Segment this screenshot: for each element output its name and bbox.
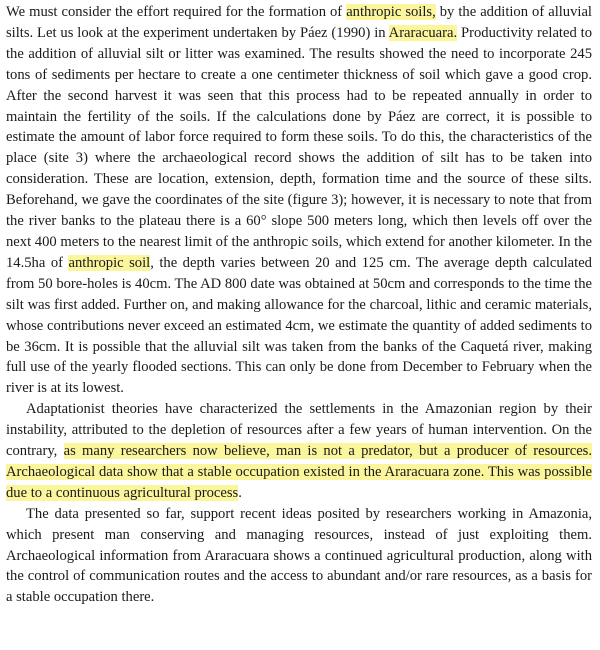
body-text: The data presented so far, support recent ideas posited by researchers working in Amazonia, which present man conserving and managing resources, instead of just exploiting them. Archaeological information from Araracuara shows a continued agricultural production, along with the control of communication routes and the access to abundant and/or rare resources, as a basis for a stable occupation there. xyxy=(6,505,592,606)
body-text: Adaptationist theories have characterized the settlements in the Amazonian region by their instability, attributed to the depletion of resources after a few years of human intervention. On the contrary, xyxy=(6,401,592,460)
highlighted-text: as many researchers now believe, man is not a predator, but a producer of resources. Archaeological data show that a stable occupation existed in the Araracuara zone. This was possible due to a continuous agricultural process xyxy=(6,443,593,501)
paragraph-adaptationist-theories xyxy=(6,399,592,504)
paragraph-data-presented xyxy=(6,504,592,609)
highlighted-text: Araracuara. xyxy=(388,24,458,41)
paragraph-soil-formation xyxy=(6,2,592,399)
body-text: , the depth varies between 20 and 125 cm. The average depth calculated from 50 bore-holes is 40cm. The AD 800 date was obtained at 50cm and corresponds to the time the silt was first added. Further on, and making allowance for the charcoal, lithic and ceramic materials, whose contributions never exceed an estimated 4cm, we estimate the quantity of added sediments to be 36cm. It is possible that the alluvial silt was taken from the banks of the Caquetá river, making full use of the yearly flooded sections. This can only be done from December to February when the river is at its lowest. xyxy=(6,254,592,397)
body-text: by the addition of alluvial silts. Let us look at the experiment undertaken by Páez (1990) in xyxy=(6,4,592,41)
body-text: . xyxy=(238,484,242,501)
body-text: We must consider the effort required for the formation of xyxy=(6,4,347,20)
highlighted-text: anthropic soil xyxy=(68,254,151,271)
highlighted-text: anthropic soils, xyxy=(346,4,436,20)
body-text: Productivity related to the addition of alluvial silt or litter was examined. The results showed the need to incorporate 245 tons of sediments per hectare to create a one centimeter thickness of soil which gave a good crop. After the second harvest it was seen that this process had to be repeated annually in order to maintain the fertility of the soils. If the calculations done by Páez are correct, it is possible to estimate the amount of labor force required to form these soils. To do this, the characteristics of the place (site 3) where the archaeological record shows the addition of silt has to be taken into consideration. These are location, extension, depth, formation time and the source of these silts. Beforehand, we gave the coordinates of the site (figure 3); however, it is necessary to note that from the river banks to the plateau there is a 60° slope 500 meters long, which then levels off over the next 400 meters to the nearest limit of the anthropic soils, which extend for another kilometer. In the 14.5ha of xyxy=(6,24,592,271)
